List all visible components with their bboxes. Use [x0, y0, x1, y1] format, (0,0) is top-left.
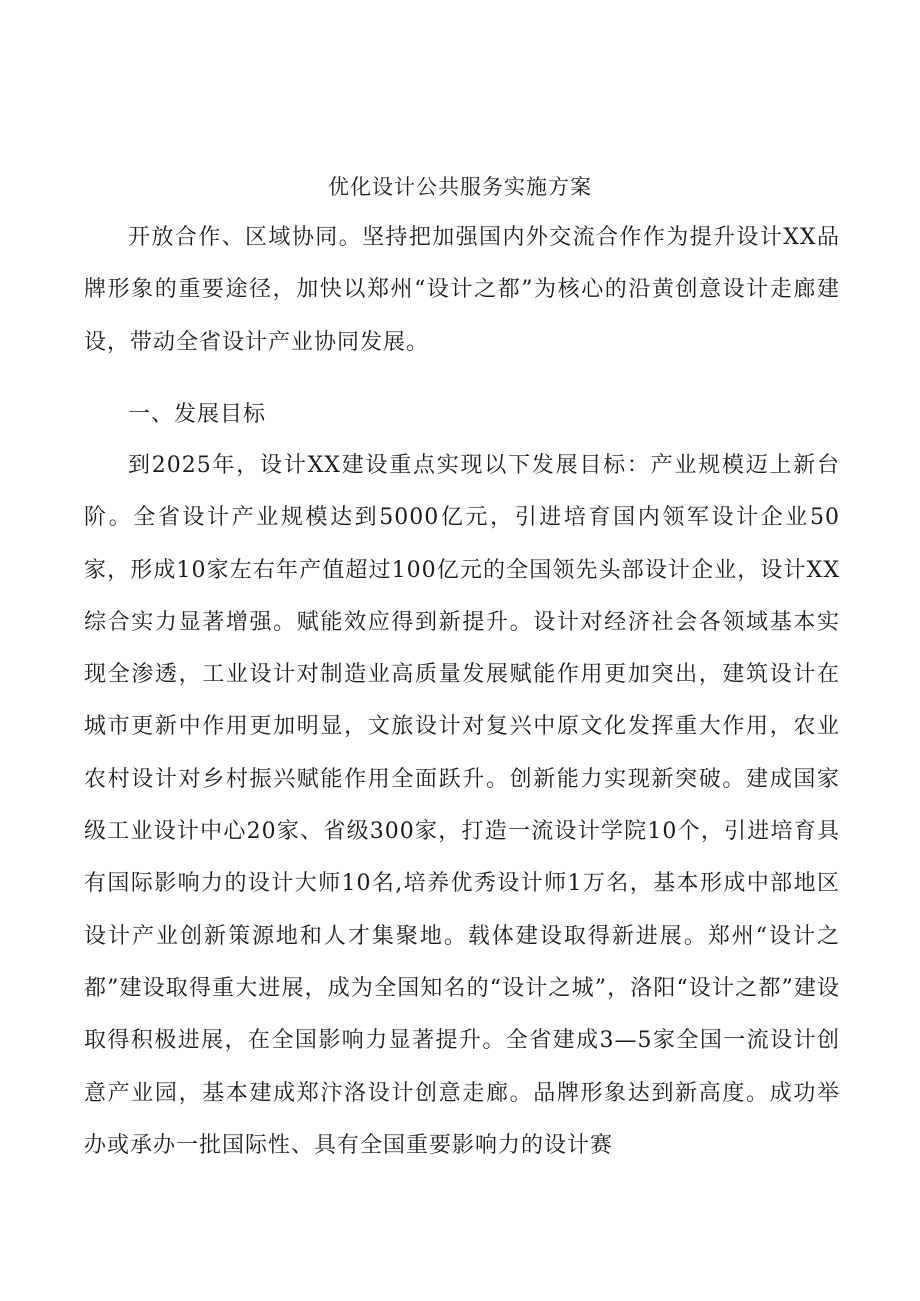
- section-heading: 一、发展目标: [128, 402, 267, 427]
- document-title: 优化设计公共服务实施方案: [328, 175, 592, 199]
- section-paragraph: 到2025年，设计XX建设重点实现以下发展目标：产业规模迈上新台阶。全省设计产业规模达到5000亿元，引进培育国内领军设计企业50家，形成10家左右年产值超过100亿元的全国领先头部设计企业，设计XX综合实力显著增强。赋能效应得到新提升。设计对经济社会各领域基本实现全渗透，工业设计对制造业高质量发展赋能作用更加突出，建筑设计在城市更新中作用更加明显，文旅设计对复兴中原文化发挥重大作用，农业农村设计对乡村振兴赋能作用全面跃升。创新能力实现新突破。建成国家级工业设计中心20家、省级300家，打造一流设计学院10个，引进培育具有国际影响力的设计大师10名,培养优秀设计师1万名，基本形成中部地区设计产业创新策源地和人才集聚地。载体建设取得新进展。郑州“设计之都”建设取得重大进展，成为全国知名的“设计之城”，洛阳“设计之都”建设取得积极进展，在全国影响力显著提升。全省建成3—5家全国一流设计创意产业园，基本建成郑汴洛设计创意走廊。品牌形象达到新高度。成功举办或承办一批国际性、具有全国重要影响力的设计赛: [84, 453, 840, 1158]
- intro-paragraph: 开放合作、区域协同。坚持把加强国内外交流合作作为提升设计XX品牌形象的重要途径，加快以郑州“设计之都”为核心的沿黄创意设计走廊建设，带动全省设计产业协同发展。: [84, 225, 840, 355]
